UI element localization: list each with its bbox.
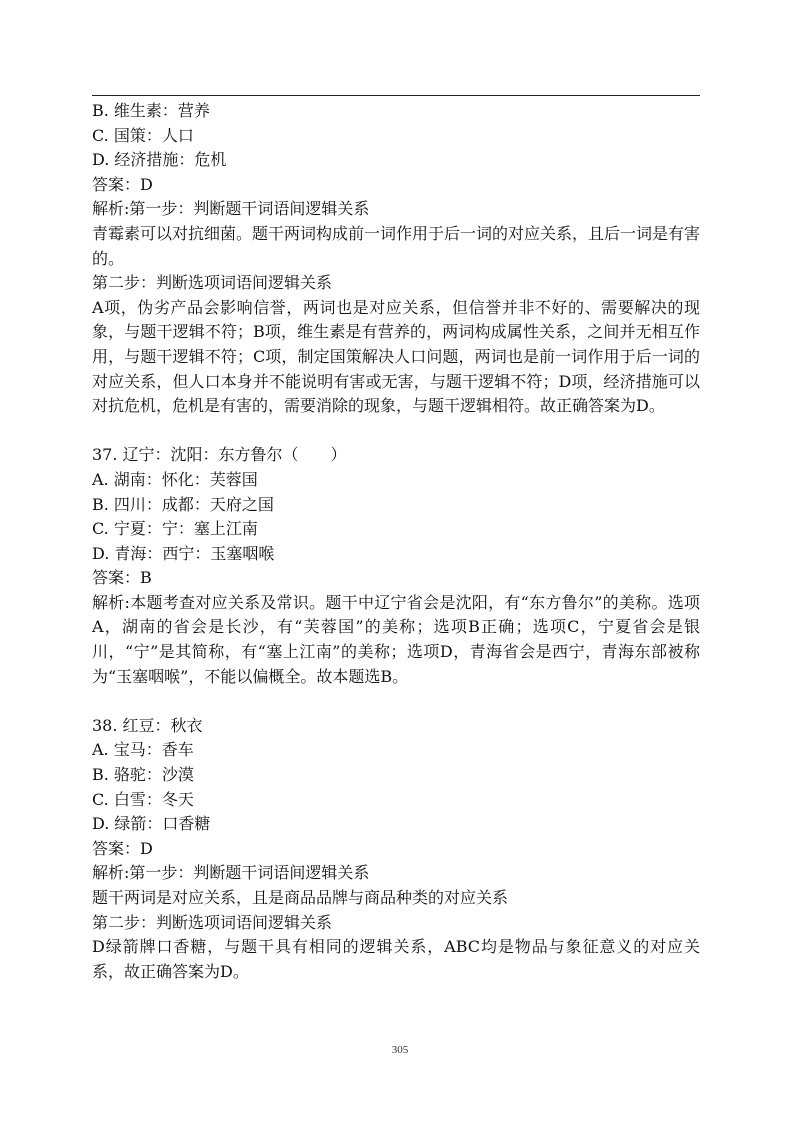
q36-step1-title: 解析:第一步：判断题干词语间逻辑关系 [92, 199, 370, 219]
q37-stem: 37. 辽宁：沈阳：东方鲁尔（ ） [92, 445, 347, 465]
q38-step2-text: D绿箭牌口香糖，与题干具有相同的逻辑关系，ABC均是物品与象征意义的对应关系，故正确答案为D。 [92, 937, 700, 981]
q38-step2-title: 第二步：判断选项词语间逻辑关系 [92, 912, 333, 932]
q36-option-d: D. 经济措施：危机 [92, 150, 227, 170]
q37-analysis: 解析:本题考查对应关系及常识。题干中辽宁省会是沈阳，有“东方鲁尔”的美称。选项A，湖南的省会是长沙，有“芙蓉国”的美称；选项B正确；选项C，宁夏省会是银川，“宁”是其简称，有“塞上江南”的美称；选项D，青海省会是西宁，青海东部被称为“玉塞咽喉”，不能以偏概全。故本题选B。 [92, 592, 700, 686]
q38-stem: 38. 红豆：秋衣 [92, 715, 203, 735]
q36-step2-title: 第二步：判断选项词语间逻辑关系 [92, 273, 333, 293]
q37-option-c: C. 宁夏：宁：塞上江南 [92, 519, 258, 539]
q38-answer: 答案：D [92, 838, 153, 858]
spacer [92, 689, 700, 714]
q38-option-d: D. 绿箭：口香糖 [92, 814, 211, 834]
q37-answer: 答案：B [92, 568, 152, 588]
header-rule [92, 95, 700, 96]
q38-option-c: C. 白雪：冬天 [92, 789, 194, 809]
question-36-tail [92, 99, 700, 419]
q37-option-d: D. 青海：西宁：玉塞咽喉 [92, 543, 275, 563]
q36-answer: 答案：D [92, 174, 153, 194]
q38-option-a: A. 宝马：香车 [92, 740, 194, 760]
page-number: 305 [391, 1044, 409, 1056]
q38-step1-text: 题干两词是对应关系，且是商品品牌与商品种类的对应关系 [92, 888, 509, 907]
q36-step2-text: A项，伪劣产品会影响信誉，两词也是对应关系，但信誉并非不好的、需要解决的现象，与题干逻辑不符；B项，维生素是有营养的，两词构成属性关系，之间并无相互作用，与题干逻辑不符；C项，制定国策解决人口问题，两词也是前一词作用于后一词的对应关系，但人口本身并不能说明有害或无害，与题干逻辑不符；D项，经济措施可以对抗危机，危机是有害的，需要消除的现象，与题干逻辑相符。故正确答案为D。 [92, 297, 700, 416]
q36-option-b: B. 维生素：营养 [92, 101, 210, 120]
q38-step1-title: 解析:第一步：判断题干词语间逻辑关系 [92, 863, 370, 883]
q37-option-a: A. 湖南：怀化：芙蓉国 [92, 469, 258, 489]
spacer [92, 419, 700, 444]
q37-option-b: B. 四川：成都：天府之国 [92, 494, 274, 514]
question-38 [92, 714, 700, 985]
page-content [92, 99, 700, 984]
q36-step1-text: 青霉素可以对抗细菌。题干两词构成前一词作用于后一词的对应关系，且后一词是有害的。 [92, 223, 701, 268]
q38-option-b: B. 骆驼：沙漠 [92, 765, 194, 785]
question-37 [92, 443, 700, 689]
q36-option-c: C. 国策：人口 [92, 125, 194, 145]
